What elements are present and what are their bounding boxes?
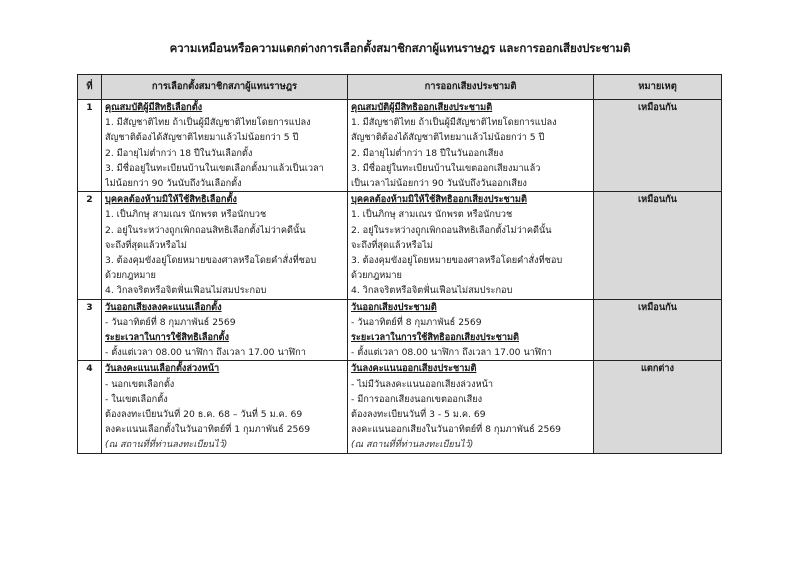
election-cell-line: ด้วยกฎหมาย [105,270,156,282]
election-cell [102,299,348,361]
header-referendum: การออกเสียงประชามติ [348,75,594,100]
referendum-cell-line: เป็นเวลาไม่น้อยกว่า 90 วันนับถึงวันออกเสียง [351,178,527,190]
election-cell-line: 3. มีชื่ออยู่ในทะเบียนบ้านในเขตเลือกตั้งมาแล้วเป็นเวลา [105,162,324,174]
referendum-cell-line: - ไม่มีวันลงคะแนนออกเสียงล่วงหน้า [351,378,494,390]
row-number: 1 [78,100,102,192]
election-cell-line: 2. อยู่ในระหว่างถูกเพิกถอนสิทธิเลือกตั้งไม่ว่าคดีนั้น [105,224,306,236]
table-row [78,361,722,453]
election-cell-line: - ตั้งแต่เวลา 08.00 นาฬิกา ถึงเวลา 17.00 นาฬิกา [105,347,306,359]
election-cell-line: 1. เป็นภิกษุ สามเณร นักพรต หรือนักบวช [105,209,267,221]
referendum-cell-line: 1. มีสัญชาติไทย ถ้าเป็นผู้มีสัญชาติไทยโดยการแปลง [351,117,557,129]
election-cell-line: ไม่น้อยกว่า 90 วันนับถึงวันเลือกตั้ง [105,178,242,190]
election-cell-heading: ระยะเวลาในการใช้สิทธิเลือกตั้ง [105,332,229,344]
header-election: การเลือกตั้งสมาชิกสภาผู้แทนราษฎร [102,75,348,100]
remark-cell: เหมือนกัน [594,299,722,361]
referendum-cell-heading: วันลงคะแนนออกเสียงประชามติ [351,363,477,375]
referendum-cell-line: (ณ สถานที่ที่ท่านลงทะเบียนไว้) [351,439,474,451]
referendum-cell-heading: บุคคลต้องห้ามมิให้ใช้สิทธิออกเสียงประชามติ [351,194,527,206]
row-number: 3 [78,299,102,361]
referendum-cell-line: ด้วยกฎหมาย [351,270,402,282]
referendum-cell-line: 1. เป็นภิกษุ สามเณร นักพรต หรือนักบวช [351,209,513,221]
row-number: 2 [78,192,102,299]
referendum-cell-line: 2. มีอายุไม่ต่ำกว่า 18 ปีในวันออกเสียง [351,147,504,159]
referendum-cell-heading: คุณสมบัติผู้มีสิทธิออกเสียงประชามติ [351,102,493,113]
election-cell-heading: คุณสมบัติผู้มีสิทธิเลือกตั้ง [105,102,203,113]
election-cell [102,192,348,299]
row-number: 4 [78,361,102,453]
election-cell-line: - นอกเขตเลือกตั้ง [105,378,175,390]
election-cell-line: 4. วิกลจริตหรือจิตฟั่นเฟือนไม่สมประกอบ [105,285,267,297]
election-cell-heading: วันออกเสียงลงคะแนนเลือกตั้ง [105,301,222,313]
document-title: ความเหมือนหรือความแตกต่างการเลือกตั้งสมาชิกสภาผู้แทนราษฎร และการออกเสียงประชามติ [169,41,631,55]
referendum-cell-line: สัญชาติต้องได้สัญชาติไทยมาแล้วไม่น้อยกว่า 5 ปี [351,132,545,144]
table-row [78,299,722,361]
referendum-cell-heading: วันออกเสียงประชามติ [351,301,437,313]
table-row [78,100,722,192]
referendum-cell-line: - มีการออกเสียงนอกเขตออกเสียง [351,393,483,405]
remark-cell: เหมือนกัน [594,192,722,299]
election-cell-line: 2. มีอายุไม่ต่ำกว่า 18 ปีในวันเลือกตั้ง [105,147,253,159]
referendum-cell-line: ต้องลงทะเบียนวันที่ 3 - 5 ม.ค. 69 [351,409,486,421]
referendum-cell-line: 2. อยู่ในระหว่างถูกเพิกถอนสิทธิเลือกตั้งไม่ว่าคดีนั้น [351,224,552,236]
referendum-cell-line: 3. มีชื่ออยู่ในทะเบียนบ้านในเขตออกเสียงมาแล้ว [351,162,541,174]
referendum-cell [348,192,594,299]
table-row [78,192,722,299]
election-cell-line: สัญชาติต้องได้สัญชาติไทยมาแล้วไม่น้อยกว่า 5 ปี [105,132,299,144]
referendum-cell [348,299,594,361]
election-cell-heading: บุคคลต้องห้ามมิให้ใช้สิทธิเลือกตั้ง [105,194,237,206]
election-cell-line: จะถึงที่สุดแล้วหรือไม่ [105,239,187,251]
election-cell-line: - วันอาทิตย์ที่ 8 กุมภาพันธ์ 2569 [105,316,236,328]
referendum-cell [348,100,594,192]
referendum-cell [348,361,594,453]
election-cell [102,361,348,453]
election-cell-line: - ในเขตเลือกตั้ง [105,393,168,405]
election-cell-line: (ณ สถานที่ที่ท่านลงทะเบียนไว้) [105,439,228,451]
referendum-cell-line: 4. วิกลจริตหรือจิตฟั่นเฟือนไม่สมประกอบ [351,285,513,297]
election-cell-line: 1. มีสัญชาติไทย ถ้าเป็นผู้มีสัญชาติไทยโดยการแปลง [105,117,311,129]
referendum-cell-line: 3. ต้องคุมขังอยู่โดยหมายของศาลหรือโดยคำสั่งที่ชอบ [351,255,563,267]
comparison-table [77,74,722,454]
table-header-row [78,75,722,100]
remark-cell: เหมือนกัน [594,100,722,192]
election-cell-line: ต้องลงทะเบียนวันที่ 20 ธ.ค. 68 – วันที่ 5 ม.ค. 69 [105,409,303,421]
referendum-cell-line: จะถึงที่สุดแล้วหรือไม่ [351,239,433,251]
referendum-cell-heading: ระยะเวลาในการใช้สิทธิออกเสียงประชามติ [351,332,520,344]
header-no: ที่ [78,75,102,100]
referendum-cell-line: - ตั้งแต่เวลา 08.00 นาฬิกา ถึงเวลา 17.00 นาฬิกา [351,347,552,359]
referendum-cell-line: - วันอาทิตย์ที่ 8 กุมภาพันธ์ 2569 [351,316,482,328]
remark-cell: แตกต่าง [594,361,722,453]
election-cell-heading: วันลงคะแนนเลือกตั้งล่วงหน้า [105,363,220,375]
header-remark: หมายเหตุ [594,75,722,100]
referendum-cell-line: ลงคะแนนออกเสียงในวันอาทิตย์ที่ 8 กุมภาพันธ์ 2569 [351,424,562,436]
election-cell-line: ลงคะแนนเลือกตั้งในวันอาทิตย์ที่ 1 กุมภาพันธ์ 2569 [105,424,311,436]
election-cell-line: 3. ต้องคุมขังอยู่โดยหมายของศาลหรือโดยคำสั่งที่ชอบ [105,255,317,267]
election-cell [102,100,348,192]
